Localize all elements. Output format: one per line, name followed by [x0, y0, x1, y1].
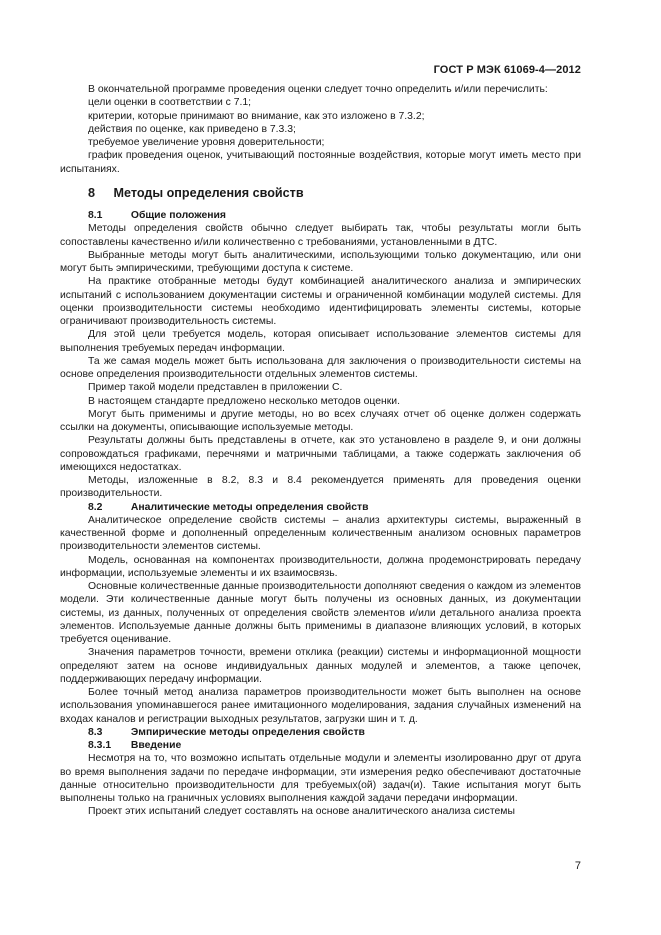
- section-8-3-heading: [88, 726, 581, 739]
- paragraph: Методы определения свойств обычно следует выбирать так, чтобы результаты могли быть сопоставлены качественно и/или количественно с требованиями, установленными в ДТС.: [60, 223, 581, 248]
- intro-item: действия по оценке, как приведено в 7.3.3;: [88, 123, 296, 135]
- section-8-1-title: Общие положения: [130, 210, 226, 221]
- paragraph: Для этой цели требуется модель, которая описывает использование элементов системы для выполнения требуемых передач информации.: [60, 329, 581, 354]
- paragraph: Модель, основанная на компонентах производительности, должна продемонстрировать передачу информации, используемые элементы и их взаимосвязь.: [60, 554, 581, 579]
- paragraph: Могут быть применимы и другие методы, но во всех случаях отчет об оценке должен содержать ссылки на документы, описывающие используемые методы.: [60, 408, 581, 433]
- section-8-heading: [88, 187, 581, 200]
- section-8-1-number: 8.1: [88, 210, 103, 221]
- intro-tail: график проведения оценок, учитывающий постоянные воздействия, которые могут иметь место при испытаниях.: [60, 150, 581, 175]
- section-8-3-1-number: 8.3.1: [88, 740, 112, 751]
- section-8-2-title: Аналитические методы определения свойств: [130, 501, 369, 513]
- section-8-3-1-title: Введение: [130, 740, 182, 751]
- paragraph: Методы, изложенные в 8.2, 8.3 и 8.4 рекомендуется применять для проведения оценки производительности.: [60, 475, 581, 500]
- paragraph: Значения параметров точности, времени отклика (реакции) системы и информационной мощности определяют затем на основе индивидуальных данных модулей и элементов, а также цепочек, поддерживающих передачу информации.: [60, 647, 581, 685]
- paragraph: Основные количественные данные производительности дополняют сведения о каждом из элементов модели. Эти количественные данные могут быть получены из основных данных, из документации системы, из данных, полученных от определения свойств элементов и/или детального анализа проекта элементов. Используемые данные должны быть применимы в диапазоне влияющих условий, в которых требуется оценивание.: [60, 581, 581, 645]
- section-8-number: 8: [88, 185, 96, 200]
- document-code-header: ГОСТ Р МЭК 61069-4—2012: [433, 64, 581, 76]
- paragraph: В настоящем стандарте предложено несколько методов оценки.: [88, 395, 400, 407]
- intro-item: критерии, которые принимают во внимание, как это изложено в 7.3.2;: [88, 110, 425, 122]
- section-8-3-number: 8.3: [88, 726, 103, 738]
- intro-item: цели оценки в соответствии с 7.1;: [88, 97, 252, 109]
- section-8-1-heading: [88, 209, 581, 222]
- page-number: 7: [574, 860, 581, 872]
- paragraph: Выбранные методы могут быть аналитическими, использующими только документацию, или они могут быть эмпирическими, требующими доступа к системе.: [60, 249, 581, 274]
- paragraph: Проект этих испытаний следует составлять на основе аналитического анализа системы: [88, 806, 515, 818]
- section-8-3-title: Эмпирические методы определения свойств: [130, 726, 365, 738]
- section-8-3-1-heading: [88, 739, 581, 752]
- intro-lead: В окончательной программе проведения оценки следует точно определить и/или перечислить:: [88, 84, 548, 95]
- section-8-2-heading: [88, 501, 581, 514]
- paragraph: Пример такой модели представлен в приложении С.: [88, 382, 343, 394]
- section-8-title: Методы определения свойств: [113, 185, 304, 200]
- paragraph: Несмотря на то, что возможно испытать отдельные модули и элементы изолированно друг от друга во время выполнения задачи по передаче информации, эти измерения редко обеспечивают достаточные данные относительно производительности для требуемых(ой) задач(и). Такие испытания могут быть выполнены только на граничных условиях выполнения каждой задачи передачи информации.: [60, 753, 581, 804]
- paragraph: На практике отобранные методы будут комбинацией аналитического анализа и эмпирических испытаний с использованием документации системы и ограниченной комбинации модулей системы. Для оценки производительности системы необходимо идентифицировать элементы системы, которые ограничивают производительность системы.: [60, 276, 581, 327]
- paragraph: Та же самая модель может быть использована для заключения о производительности системы на основе определения производительности отдельных элементов системы.: [60, 355, 581, 380]
- intro-item: требуемое увеличение уровня доверительности;: [88, 137, 325, 148]
- document-body: [60, 83, 581, 819]
- paragraph: Аналитическое определение свойств системы – анализ архитектуры системы, выраженный в качественной форме и дополненный определенным количественным анализом основных параметров производительности элементов системы.: [60, 514, 581, 553]
- paragraph: Результаты должны быть представлены в отчете, как это установлено в разделе 9, и они должны сопровождаться графиками, перечнями и матричными таблицами, а также содержать заключения об имеющихся недостатках.: [60, 435, 581, 473]
- paragraph: Более точный метод анализа параметров производительности может быть выполнен на основе использования упоминавшегося ранее имитационного моделирования, задания случайных изменений на входах каналов и регистрации выходных результатов, загрузки шин и т. д.: [60, 687, 581, 725]
- section-8-2-number: 8.2: [88, 501, 103, 513]
